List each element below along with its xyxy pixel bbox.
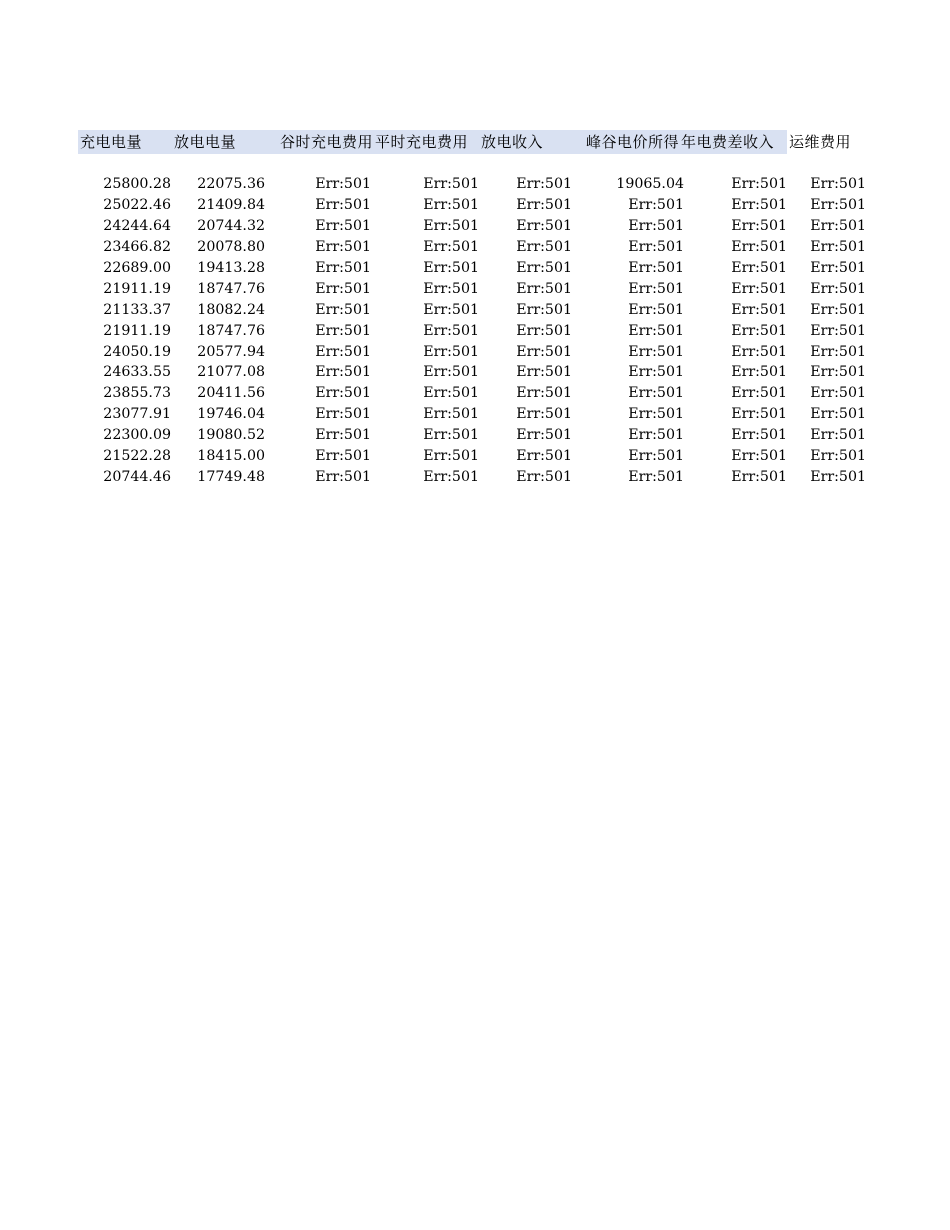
- discharge-energy-cell[interactable]: 20577.94: [197, 343, 265, 360]
- table-row: [78, 258, 866, 279]
- peak-valley-gain-cell[interactable]: Err:501: [628, 196, 684, 213]
- peak-valley-gain-cell[interactable]: 19065.04: [616, 176, 684, 192]
- peak-valley-gain-cell[interactable]: Err:501: [628, 448, 684, 465]
- maintenance-cost-cell[interactable]: Err:501: [810, 427, 866, 444]
- maintenance-cost-cell[interactable]: Err:501: [810, 301, 866, 318]
- discharge-income-cell[interactable]: Err:501: [516, 385, 572, 402]
- discharge-income-cell[interactable]: Err:501: [516, 176, 572, 192]
- charge-energy-cell[interactable]: 23466.82: [103, 238, 171, 255]
- charge-energy-cell[interactable]: 22689.00: [103, 259, 171, 276]
- valley-charge-cost-cell[interactable]: Err:501: [315, 238, 371, 255]
- flat-charge-cost-cell[interactable]: Err:501: [423, 343, 479, 360]
- valley-charge-cost-cell[interactable]: Err:501: [315, 469, 371, 486]
- annual-price-diff-income-cell[interactable]: Err:501: [731, 280, 787, 297]
- peak-valley-gain-cell[interactable]: Err:501: [628, 469, 684, 486]
- table-row: [78, 237, 866, 258]
- flat-charge-cost-cell[interactable]: Err:501: [423, 406, 479, 423]
- table-row: [78, 425, 866, 446]
- peak-valley-gain-cell[interactable]: Err:501: [628, 301, 684, 318]
- discharge-energy-cell[interactable]: 21409.84: [197, 196, 265, 213]
- header-annual-price-diff-income[interactable]: 年电费差收入: [679, 130, 787, 154]
- valley-charge-cost-cell[interactable]: Err:501: [315, 364, 371, 381]
- discharge-income-cell[interactable]: Err:501: [516, 238, 572, 255]
- discharge-energy-cell[interactable]: 18747.76: [197, 322, 265, 339]
- maintenance-cost-cell[interactable]: Err:501: [810, 196, 866, 213]
- flat-charge-cost-cell[interactable]: Err:501: [423, 301, 479, 318]
- table-row: [78, 195, 866, 216]
- flat-charge-cost-cell[interactable]: Err:501: [423, 469, 479, 486]
- valley-charge-cost-cell[interactable]: Err:501: [315, 448, 371, 465]
- charge-energy-cell[interactable]: 23077.91: [103, 406, 171, 423]
- peak-valley-gain-cell[interactable]: Err:501: [628, 406, 684, 423]
- valley-charge-cost-cell[interactable]: Err:501: [315, 322, 371, 339]
- discharge-energy-cell[interactable]: 20078.80: [197, 238, 265, 255]
- annual-price-diff-income-cell[interactable]: Err:501: [731, 196, 787, 213]
- annual-price-diff-income-cell[interactable]: Err:501: [731, 364, 787, 381]
- discharge-income-cell[interactable]: Err:501: [516, 343, 572, 360]
- flat-charge-cost-cell[interactable]: Err:501: [423, 427, 479, 444]
- annual-price-diff-income-cell[interactable]: Err:501: [731, 448, 787, 465]
- annual-price-diff-income-cell[interactable]: Err:501: [731, 301, 787, 318]
- discharge-energy-cell[interactable]: 20744.32: [197, 217, 265, 234]
- table-row: [78, 300, 866, 321]
- discharge-income-cell[interactable]: Err:501: [516, 427, 572, 444]
- peak-valley-gain-cell[interactable]: Err:501: [628, 343, 684, 360]
- charge-energy-cell[interactable]: 24050.19: [103, 343, 171, 360]
- table-row: [78, 174, 866, 195]
- maintenance-cost-cell[interactable]: Err:501: [810, 322, 866, 339]
- discharge-energy-cell[interactable]: 18082.24: [197, 301, 265, 318]
- peak-valley-gain-cell[interactable]: Err:501: [628, 427, 684, 444]
- peak-valley-gain-cell[interactable]: Err:501: [628, 385, 684, 402]
- valley-charge-cost-cell[interactable]: Err:501: [315, 301, 371, 318]
- discharge-energy-cell[interactable]: 21077.08: [197, 364, 265, 381]
- discharge-energy-cell[interactable]: 19746.04: [197, 406, 265, 423]
- discharge-energy-cell[interactable]: 19413.28: [197, 259, 265, 276]
- maintenance-cost-cell[interactable]: Err:501: [810, 448, 866, 465]
- charge-energy-cell[interactable]: 24633.55: [103, 364, 171, 381]
- peak-valley-gain-cell[interactable]: Err:501: [628, 259, 684, 276]
- table-row: [78, 342, 866, 363]
- discharge-income-cell[interactable]: Err:501: [516, 448, 572, 465]
- peak-valley-gain-cell[interactable]: Err:501: [628, 238, 684, 255]
- annual-price-diff-income-cell[interactable]: Err:501: [731, 406, 787, 423]
- charge-energy-cell[interactable]: 21911.19: [103, 280, 171, 297]
- maintenance-cost-cell[interactable]: Err:501: [810, 217, 866, 234]
- valley-charge-cost-cell[interactable]: Err:501: [315, 176, 371, 192]
- flat-charge-cost-cell[interactable]: Err:501: [423, 196, 479, 213]
- discharge-income-cell[interactable]: Err:501: [516, 217, 572, 234]
- discharge-energy-cell[interactable]: 19080.52: [197, 427, 265, 444]
- header-peak-valley-gain[interactable]: 峰谷电价所得: [573, 130, 679, 154]
- table-row: [78, 404, 866, 425]
- annual-price-diff-income-cell[interactable]: Err:501: [731, 469, 787, 486]
- header-flat-charge-cost[interactable]: 平时充电费用: [373, 130, 479, 154]
- maintenance-cost-cell[interactable]: Err:501: [810, 176, 866, 192]
- table-row: [78, 383, 866, 404]
- flat-charge-cost-cell[interactable]: Err:501: [423, 385, 479, 402]
- discharge-energy-cell[interactable]: 22075.36: [197, 176, 265, 192]
- annual-price-diff-income-cell[interactable]: Err:501: [731, 427, 787, 444]
- annual-price-diff-income-cell[interactable]: Err:501: [731, 322, 787, 339]
- discharge-energy-cell[interactable]: 18415.00: [197, 448, 265, 465]
- flat-charge-cost-cell[interactable]: Err:501: [423, 259, 479, 276]
- table-row: [78, 216, 866, 237]
- flat-charge-cost-cell[interactable]: Err:501: [423, 238, 479, 255]
- valley-charge-cost-cell[interactable]: Err:501: [315, 217, 371, 234]
- annual-price-diff-income-cell[interactable]: Err:501: [731, 176, 787, 192]
- valley-charge-cost-cell[interactable]: Err:501: [315, 343, 371, 360]
- maintenance-cost-cell[interactable]: Err:501: [810, 343, 866, 360]
- valley-charge-cost-cell[interactable]: Err:501: [315, 385, 371, 402]
- valley-charge-cost-cell[interactable]: Err:501: [315, 259, 371, 276]
- maintenance-cost-cell[interactable]: Err:501: [810, 364, 866, 381]
- header-discharge-energy[interactable]: 放电电量: [174, 130, 268, 154]
- maintenance-cost-cell[interactable]: Err:501: [810, 259, 866, 276]
- table-body: [78, 174, 866, 488]
- valley-charge-cost-cell[interactable]: Err:501: [315, 427, 371, 444]
- valley-charge-cost-cell[interactable]: Err:501: [315, 196, 371, 213]
- charge-energy-cell[interactable]: 23855.73: [103, 385, 171, 402]
- maintenance-cost-cell[interactable]: Err:501: [810, 406, 866, 423]
- discharge-income-cell[interactable]: Err:501: [516, 259, 572, 276]
- flat-charge-cost-cell[interactable]: Err:501: [423, 322, 479, 339]
- annual-price-diff-income-cell[interactable]: Err:501: [731, 217, 787, 234]
- peak-valley-gain-cell[interactable]: Err:501: [628, 217, 684, 234]
- maintenance-cost-cell[interactable]: Err:501: [810, 280, 866, 297]
- discharge-income-cell[interactable]: Err:501: [516, 196, 572, 213]
- charge-energy-cell[interactable]: 21522.28: [103, 448, 171, 465]
- annual-price-diff-income-cell[interactable]: Err:501: [731, 259, 787, 276]
- discharge-energy-cell[interactable]: 18747.76: [197, 280, 265, 297]
- header-maintenance-cost[interactable]: 运维费用: [787, 130, 859, 154]
- discharge-income-cell[interactable]: Err:501: [516, 301, 572, 318]
- table-row: [78, 321, 866, 342]
- charge-energy-cell[interactable]: 25022.46: [103, 196, 171, 213]
- flat-charge-cost-cell[interactable]: Err:501: [423, 364, 479, 381]
- discharge-income-cell[interactable]: Err:501: [516, 322, 572, 339]
- header-charge-energy[interactable]: 充电电量: [78, 130, 174, 154]
- annual-price-diff-income-cell[interactable]: Err:501: [731, 385, 787, 402]
- flat-charge-cost-cell[interactable]: Err:501: [423, 176, 479, 192]
- charge-energy-cell[interactable]: 22300.09: [103, 427, 171, 444]
- peak-valley-gain-cell[interactable]: Err:501: [628, 364, 684, 381]
- peak-valley-gain-cell[interactable]: Err:501: [628, 322, 684, 339]
- peak-valley-gain-cell[interactable]: Err:501: [628, 280, 684, 297]
- flat-charge-cost-cell[interactable]: Err:501: [423, 217, 479, 234]
- discharge-income-cell[interactable]: Err:501: [516, 280, 572, 297]
- table-row: [78, 467, 866, 488]
- discharge-income-cell[interactable]: Err:501: [516, 469, 572, 486]
- flat-charge-cost-cell[interactable]: Err:501: [423, 448, 479, 465]
- table-row: [78, 446, 866, 467]
- valley-charge-cost-cell[interactable]: Err:501: [315, 280, 371, 297]
- charge-energy-cell[interactable]: 21911.19: [103, 322, 171, 339]
- maintenance-cost-cell[interactable]: Err:501: [810, 238, 866, 255]
- header-valley-charge-cost[interactable]: 谷时充电费用: [268, 130, 373, 154]
- header-discharge-income[interactable]: 放电收入: [479, 130, 573, 154]
- annual-price-diff-income-cell[interactable]: Err:501: [731, 238, 787, 255]
- table-header-row: [78, 130, 859, 154]
- maintenance-cost-cell[interactable]: Err:501: [810, 385, 866, 402]
- charge-energy-cell[interactable]: 24244.64: [103, 217, 171, 234]
- charge-energy-cell[interactable]: 25800.28: [103, 176, 171, 192]
- discharge-energy-cell[interactable]: 17749.48: [197, 469, 265, 486]
- discharge-energy-cell[interactable]: 20411.56: [197, 385, 265, 402]
- valley-charge-cost-cell[interactable]: Err:501: [315, 406, 371, 423]
- discharge-income-cell[interactable]: Err:501: [516, 364, 572, 381]
- charge-energy-cell[interactable]: 21133.37: [103, 301, 171, 318]
- maintenance-cost-cell[interactable]: Err:501: [810, 469, 866, 486]
- annual-price-diff-income-cell[interactable]: Err:501: [731, 343, 787, 360]
- charge-energy-cell[interactable]: 20744.46: [103, 469, 171, 486]
- table-row: [78, 279, 866, 300]
- table-row: [78, 362, 866, 383]
- flat-charge-cost-cell[interactable]: Err:501: [423, 280, 479, 297]
- discharge-income-cell[interactable]: Err:501: [516, 406, 572, 423]
